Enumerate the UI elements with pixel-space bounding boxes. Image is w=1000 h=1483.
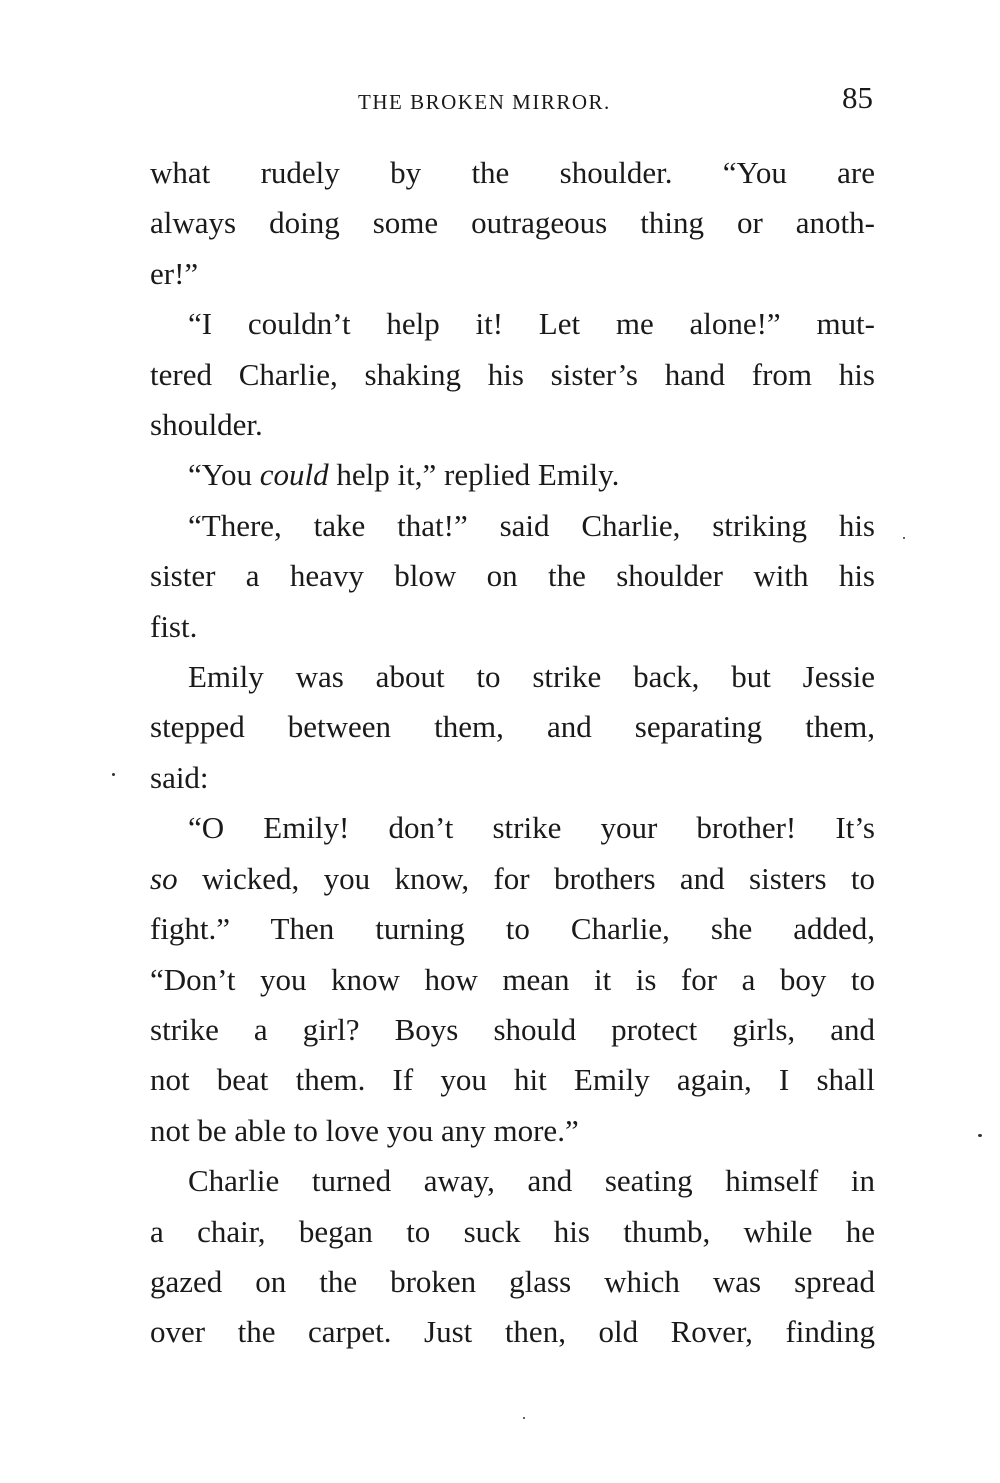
text-line: said:: [150, 759, 209, 795]
text-line: gazed on the broken glass which was spread: [150, 1263, 875, 1299]
scan-speck: [978, 1134, 982, 1137]
emphasis: so: [150, 860, 178, 896]
body-text: [150, 148, 875, 1358]
text-line: sister a heavy blow on the shoulder with his: [150, 558, 875, 594]
text-line: Emily was about to strike back, but Jessie: [188, 659, 875, 695]
text-line: stepped between them, and separating them,: [150, 709, 875, 745]
running-title: THE BROKEN MIRROR.: [358, 90, 611, 114]
text-line: er!”: [150, 255, 199, 291]
text-line: Charlie turned away, and seating himself in: [188, 1163, 875, 1199]
page-header: [150, 82, 875, 122]
text-line: shoulder.: [150, 407, 263, 443]
text-line: “Don’t you know how mean it is for a boy to: [150, 961, 875, 997]
text-line: not be able to love you any more.”: [150, 1112, 579, 1148]
text-line: fist.: [150, 608, 198, 644]
text-line: “You could help it,” replied Emily.: [188, 457, 620, 493]
emphasis: could: [259, 457, 329, 493]
text-line: so wicked, you know, for brothers and sisters to: [150, 860, 875, 896]
scan-speck: [112, 773, 115, 776]
text-line: “There, take that!” said Charlie, striking his: [188, 507, 875, 543]
scan-speck: [903, 537, 905, 539]
text-line: over the carpet. Just then, old Rover, finding: [150, 1314, 875, 1350]
text-line: tered Charlie, shaking his sister’s hand from his: [150, 356, 875, 392]
text-line: always doing some outrageous thing or anoth-: [150, 205, 875, 241]
text-line: “I couldn’t help it! Let me alone!” mut-: [188, 306, 875, 342]
text-line: what rudely by the shoulder. “You are: [150, 155, 875, 190]
text-line: not beat them. If you hit Emily again, I shall: [150, 1062, 875, 1098]
page-number: 85: [842, 80, 873, 115]
scan-speck: [523, 1417, 525, 1419]
text-line: strike a girl? Boys should protect girls, and: [150, 1011, 875, 1047]
text-line: “O Emily! don’t strike your brother! It’s: [188, 810, 875, 846]
text-line: fight.” Then turning to Charlie, she added,: [150, 911, 875, 947]
text-line: a chair, began to suck his thumb, while he: [150, 1213, 875, 1249]
